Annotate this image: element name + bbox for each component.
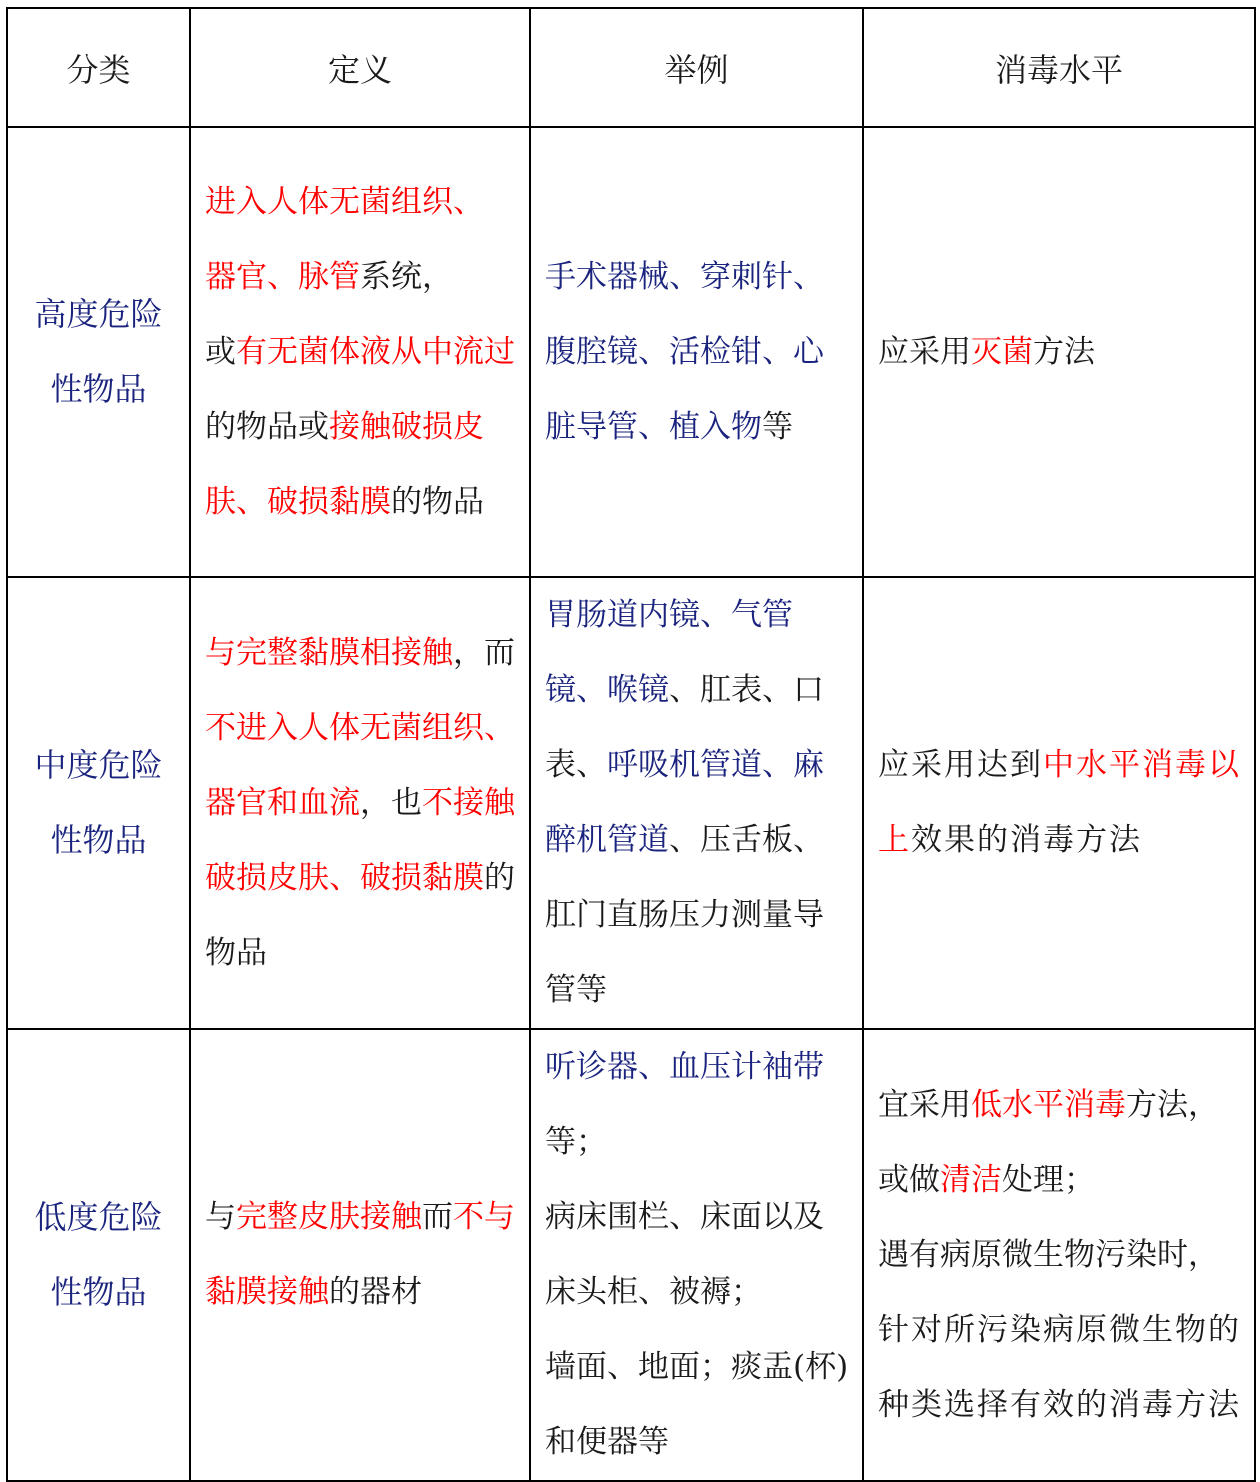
level-text: 宜采用: [878, 1086, 971, 1123]
category-line: 低度危险: [34, 1198, 163, 1236]
level-text: 方法: [1033, 333, 1095, 370]
definition-text: 或: [205, 333, 236, 370]
examples-text: 手术器械、穿刺针、腹腔镜、活检钳、心脏导管、植入物: [545, 258, 824, 445]
definition-text: 不进入人体无菌组织、器官和血流: [205, 709, 515, 821]
header-definition: 定义: [190, 8, 530, 127]
level-text: 清洁: [940, 1161, 1002, 1198]
examples-cell: [530, 1029, 863, 1481]
level-text: 效果的消毒方法: [911, 822, 1142, 858]
level-text: 针对所污染病原微生物的种类选择有效的消毒方法: [878, 1311, 1241, 1423]
examples-text: 胃肠道内镜、气管镜、喉镜: [545, 597, 793, 708]
header-category: 分类: [7, 8, 190, 127]
definition-text: 有无菌体液从中流过: [236, 333, 515, 370]
category-cell: [7, 577, 190, 1029]
examples-text: 等；: [545, 1124, 607, 1160]
examples-text: 病床围栏、床面以及床头柜、被褥；: [545, 1199, 824, 1310]
examples-text: 、肛表、口表、: [545, 672, 824, 783]
category-line: 性物品: [50, 1273, 147, 1311]
header-row: [7, 8, 1255, 127]
category-line: 高度危险: [34, 295, 163, 333]
examples-text: 呼吸机管道、麻醉机管道: [545, 747, 824, 858]
level-cell: [863, 577, 1255, 1029]
definition-text: 进入人体无菌组织、: [205, 183, 484, 220]
examples-cell: [530, 127, 863, 577]
definition-text: 不与黏膜接触: [205, 1199, 515, 1310]
category-line: 中度危险: [34, 746, 163, 784]
table-row-high-risk: [7, 127, 1255, 577]
level-cell: [863, 1029, 1255, 1481]
examples-text: 、压舌板、肛门直肠压力测量导管等: [545, 822, 824, 1008]
definition-cell: [190, 577, 530, 1029]
examples-text: 墙面、地面；痰盂(杯)和便器等: [545, 1349, 849, 1460]
definition-text: 的物品: [205, 859, 515, 971]
definition-text: 与完整黏膜相接触: [205, 634, 453, 671]
category-line: 性物品: [50, 821, 147, 859]
definition-text: 的器材: [329, 1274, 422, 1310]
level-text: 中水平消毒以上: [878, 747, 1241, 858]
category-cell: [7, 127, 190, 577]
level-text: 应采用达到: [878, 747, 1043, 783]
disinfection-classification-table: [6, 7, 1256, 1482]
header-level: 消毒水平: [863, 8, 1255, 127]
level-text: 或做: [878, 1161, 940, 1198]
definition-text: 接触破损皮肤、破损黏膜: [205, 408, 484, 520]
level-text: 遇有病原微生物污染时，: [878, 1236, 1219, 1273]
definition-cell: [190, 127, 530, 577]
level-cell: [863, 127, 1255, 577]
definition-text: 的物品: [391, 483, 484, 520]
table-row-medium-risk: [7, 577, 1255, 1029]
category-cell: [7, 1029, 190, 1481]
header-examples: 举例: [530, 8, 863, 127]
definition-text: 完整皮肤接触: [236, 1199, 422, 1235]
level-text: 灭菌: [971, 333, 1033, 370]
category-line: 性物品: [50, 370, 147, 408]
definition-text: 与: [205, 1199, 236, 1235]
definition-text: ，而: [453, 634, 515, 671]
definition-text: 而: [422, 1199, 453, 1235]
definition-text: 器官、脉管: [205, 258, 360, 295]
definition-text: 系统，: [360, 258, 453, 295]
level-text: 方法，: [1126, 1086, 1219, 1123]
level-text: 应采用: [878, 333, 971, 370]
definition-text: ，也: [360, 784, 422, 821]
definition-cell: [190, 1029, 530, 1481]
examples-text: 听诊器、血压计袖带: [545, 1049, 824, 1085]
definition-text: 不接触破损皮肤、破损黏膜: [205, 784, 515, 896]
level-text: 处理；: [1002, 1161, 1095, 1198]
examples-cell: [530, 577, 863, 1029]
examples-text: 等: [762, 408, 793, 445]
definition-text: 的物品或: [205, 408, 329, 445]
table-row-low-risk: [7, 1029, 1255, 1481]
level-text: 低水平消毒: [971, 1086, 1126, 1123]
